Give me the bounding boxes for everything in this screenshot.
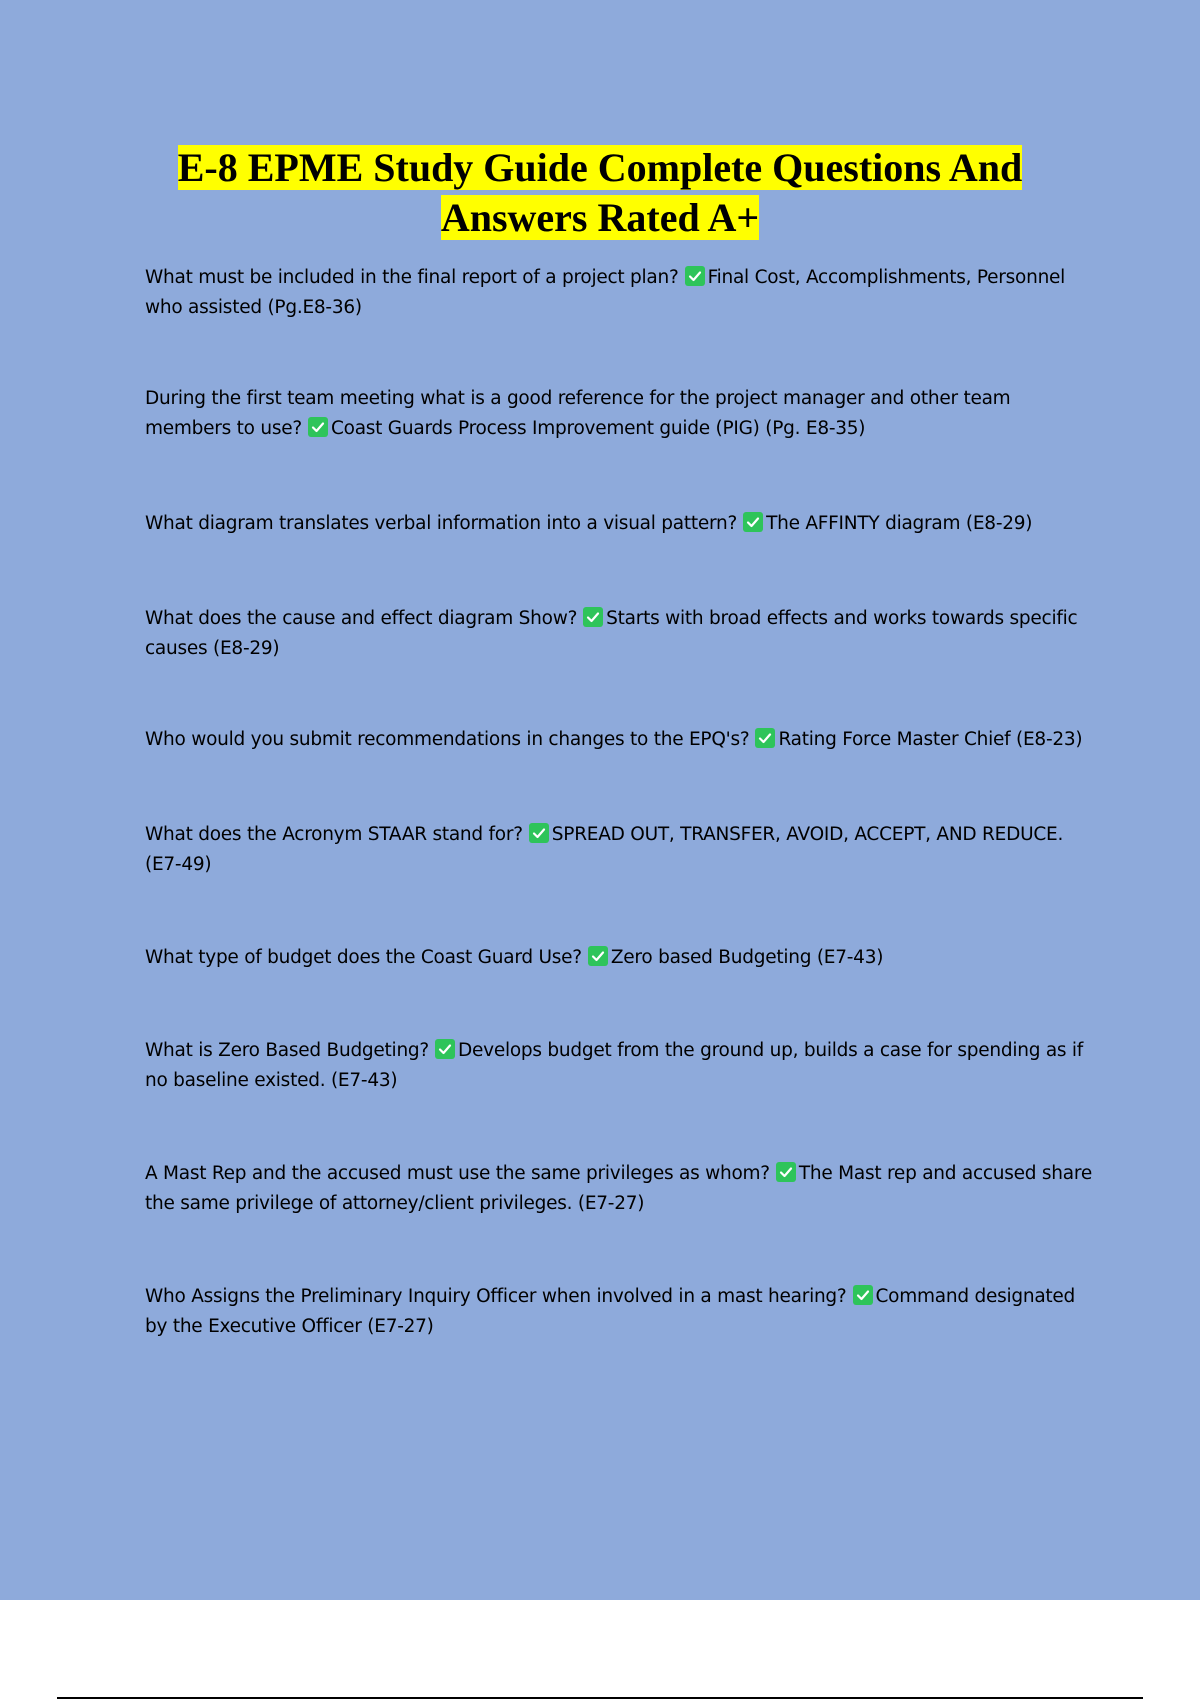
qa-item [145, 1036, 1095, 1096]
qa-item [145, 509, 1095, 539]
question-text: What must be included in the final report of a project plan? [145, 267, 679, 288]
question-text: What is Zero Based Budgeting? [145, 1040, 429, 1061]
title-line-1: E-8 EPME Study Guide Complete Questions And [177, 145, 1023, 190]
answer-text: The AFFINTY diagram (E8-29) [766, 513, 1033, 534]
qa-item [145, 1159, 1095, 1219]
question-text: What diagram translates verbal information into a visual pattern? [145, 513, 738, 534]
answer-text: Command designated by the Executive Officer (E7-27) [145, 1286, 1076, 1337]
check-mark-icon [588, 946, 608, 966]
footer-divider [57, 1697, 1143, 1699]
qa-item [145, 604, 1095, 664]
qa-item [145, 384, 1095, 444]
question-text: What does the Acronym STAAR stand for? [145, 824, 523, 845]
question-text: During the first team meeting what is a good reference for the project manager and other team members to use? [145, 388, 1011, 439]
document-title [0, 143, 1200, 243]
qa-item [145, 1282, 1095, 1342]
answer-text: Starts with broad effects and works towards specific causes (E8-29) [145, 608, 1078, 659]
check-mark-icon [583, 607, 603, 627]
title-line-2: Answers Rated A+ [440, 195, 760, 240]
check-mark-icon [308, 417, 328, 437]
question-text: What type of budget does the Coast Guard Use? [145, 947, 582, 968]
answer-text: Final Cost, Accomplishments, Personnel who assisted (Pg.E8-36) [145, 267, 1066, 318]
check-mark-icon [435, 1039, 455, 1059]
question-text: What does the cause and effect diagram Show? [145, 608, 578, 629]
qa-item [145, 943, 1095, 973]
check-mark-icon [743, 512, 763, 532]
check-mark-icon [529, 823, 549, 843]
qa-item [145, 820, 1095, 880]
qa-item [145, 725, 1095, 755]
question-text: A Mast Rep and the accused must use the same privileges as whom? [145, 1163, 770, 1184]
check-mark-icon [776, 1162, 796, 1182]
question-text: Who would you submit recommendations in changes to the EPQ's? [145, 729, 750, 750]
answer-text: SPREAD OUT, TRANSFER, AVOID, ACCEPT, AND REDUCE. (E7-49) [145, 824, 1064, 875]
answer-text: Develops budget from the ground up, builds a case for spending as if no baseline existed. (E7-43) [145, 1040, 1084, 1091]
check-mark-icon [755, 728, 775, 748]
question-text: Who Assigns the Preliminary Inquiry Officer when involved in a mast hearing? [145, 1286, 847, 1307]
answer-text: Zero based Budgeting (E7-43) [610, 947, 884, 968]
answer-text: Rating Force Master Chief (E8-23) [778, 729, 1083, 750]
check-mark-icon [685, 266, 705, 286]
check-mark-icon [853, 1285, 873, 1305]
answer-text: The Mast rep and accused share the same privilege of attorney/client privileges. (E7-27) [145, 1163, 1092, 1214]
qa-item [145, 263, 1095, 323]
answer-text: Coast Guards Process Improvement guide (PIG) (Pg. E8-35) [330, 418, 866, 439]
